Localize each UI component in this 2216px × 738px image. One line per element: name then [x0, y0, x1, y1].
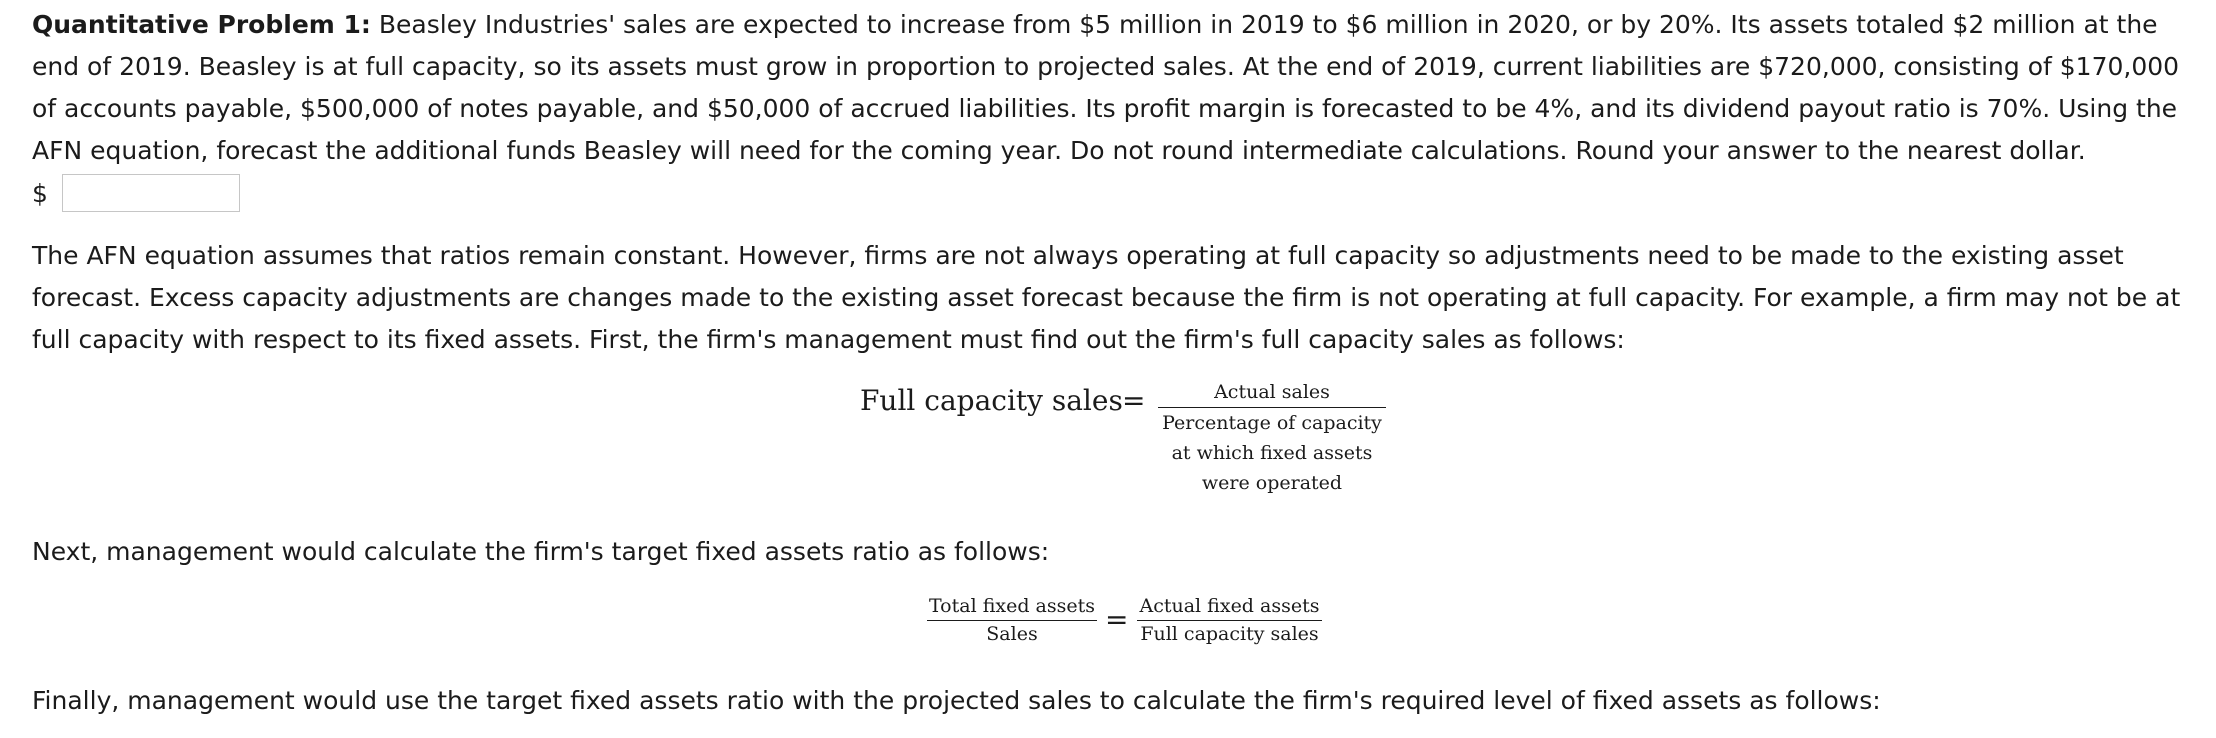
problem-text: Beasley Industries' sales are expected to increase from $5 million in 2019 to $6 million in 2020, or by 20%. Its assets totaled $2 million at the end of 2019. Beasley is at full capacity, so its assets must grow in proportion to projected sales. At the end of 2019, current liabilities are $720,000, consisting of $170,000 of accounts payable, $500,000 of notes payable, and $50,000 of accrued liabilities. Its profit margin is forecasted to be 4%, and its dividend payout ratio is 70%. Using the AFN equation, forecast the additional funds Beasley will need for the coming year. Do not round intermediate calculations. Round your answer to the nearest dollar.: [32, 10, 2180, 165]
formula1-fraction: [1158, 380, 1386, 498]
currency-symbol: $: [32, 178, 48, 208]
formula2-right-fraction: [1137, 594, 1322, 647]
answer-input[interactable]: [62, 174, 240, 212]
formula2-right-denominator: Full capacity sales: [1140, 623, 1319, 645]
formula2-left-denominator: Sales: [986, 623, 1038, 645]
formula2-right-numerator: Actual fixed assets: [1139, 595, 1320, 617]
formula1-denominator-line2: at which fixed assets: [1171, 442, 1373, 464]
formula2-equals: =: [1105, 603, 1129, 636]
formula1-denominator-line3: were operated: [1201, 472, 1343, 494]
next-paragraph: Next, management would calculate the firm's target fixed assets ratio as follows:: [32, 537, 1050, 566]
answer-row: [32, 172, 240, 214]
formula2-left-fraction: [927, 594, 1097, 647]
problem-heading: Quantitative Problem 1:: [32, 10, 371, 39]
explanation-paragraph: The AFN equation assumes that ratios remain constant. However, firms are not always operating at full capacity so adjustments need to be made to the existing asset forecast. Excess capacity adjustments are changes made to the existing asset forecast because the firm is not operating at full capacity. For example, a firm may not be at full capacity with respect to its fixed assets. First, the firm's management must find out the firm's full capacity sales as follows:: [32, 241, 2181, 354]
problem-statement: [32, 4, 2202, 172]
formula1-denominator-line1: Percentage of capacity: [1162, 412, 1382, 434]
formula1-equals: =: [1122, 384, 1146, 417]
finally-paragraph: Finally, management would use the target fixed assets ratio with the projected sales to calculate the firm's required level of fixed assets as follows:: [32, 686, 1881, 715]
formula1-numerator: Actual sales: [1214, 381, 1330, 403]
formula2-left-numerator: Total fixed assets: [928, 595, 1095, 617]
formula1-denominator: [1158, 408, 1386, 498]
formula1-lhs: Full capacity sales: [860, 384, 1123, 417]
